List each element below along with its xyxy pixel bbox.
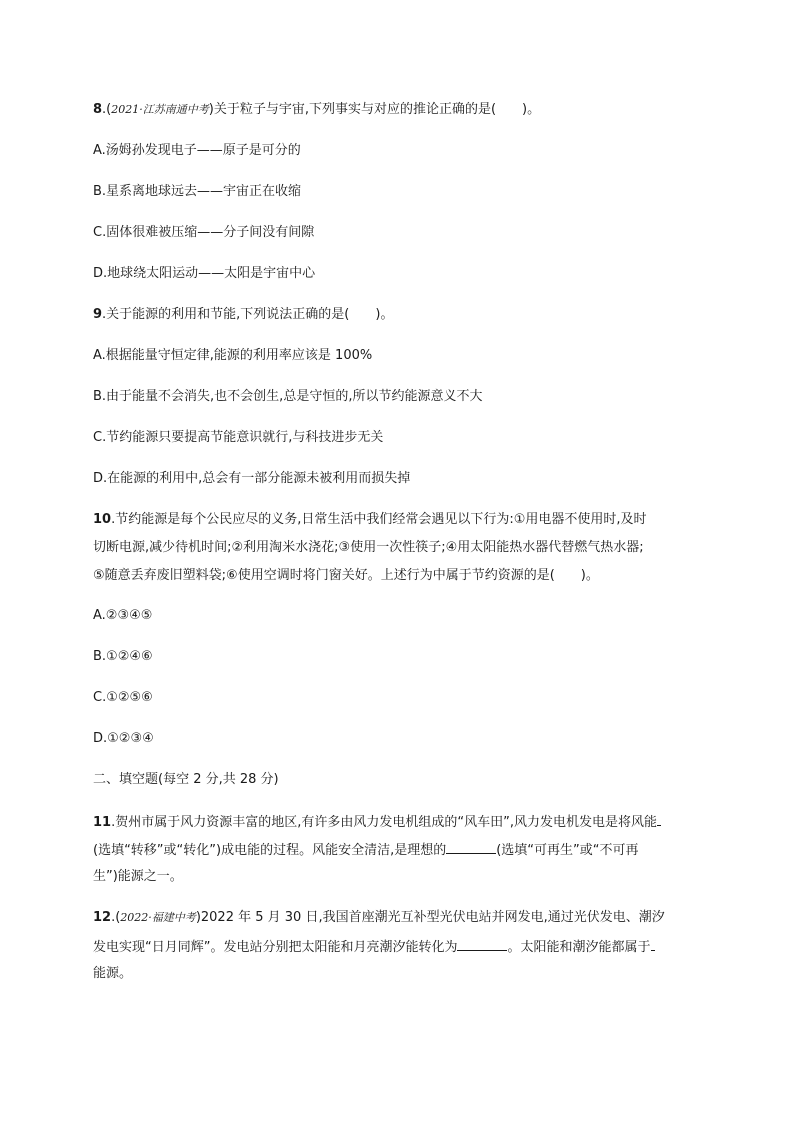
question-text: (选填“转移”或“转化”)成电能的过程。风能安全清洁,是理想的	[93, 843, 447, 858]
question-text: 发电实现“日月同辉”。发电站分别把太阳能和月亮潮汐能转化为	[93, 940, 458, 955]
question-number: 9	[93, 307, 103, 322]
option-b: B.①②④⑥	[93, 649, 153, 664]
question-12-line-1	[93, 909, 714, 927]
question-10-stem-line-2: 切断电源,减少待机时间;②利用淘米水浇花;③使用一次性筷子;④用太阳能热水器代替燃气热水器;	[93, 540, 644, 555]
question-11-line-3: 生”)能源之一。	[93, 869, 183, 884]
question-8-stem	[93, 101, 714, 119]
question-text: .贺州市属于风力资源丰富的地区,有许多由风力发电机组成的“风车田”,风力发电机发电是将风能	[111, 815, 657, 830]
question-source: 2022·福建中考	[120, 911, 196, 924]
option-c: C.固体很难被压缩——分子间没有间隙	[93, 225, 315, 240]
question-text: )2022 年 5 月 30 日,我国首座潮光互补型光伏电站并网发电,通过光伏发电、潮汐	[195, 910, 665, 925]
paren-open: .(	[102, 102, 112, 117]
question-text: 。太阳能和潮汐能都属于	[507, 940, 651, 955]
answer-blank[interactable]	[457, 937, 507, 951]
question-11-line-1	[93, 812, 714, 832]
answer-blank[interactable]	[657, 812, 661, 826]
option-d: D.地球绕太阳运动——太阳是宇宙中心	[93, 266, 316, 281]
question-text: .关于能源的利用和节能,下列说法正确的是( )。	[102, 307, 394, 322]
question-9-stem	[93, 306, 714, 324]
answer-blank[interactable]	[651, 937, 655, 951]
question-source: 2021·江苏南通中考	[111, 103, 209, 116]
option-a: A.根据能量守恒定律,能源的利用率应该是 100%	[93, 348, 373, 363]
question-12-line-2	[93, 937, 714, 957]
section-heading: 二、填空题(每空 2 分,共 28 分)	[93, 772, 279, 787]
question-number: 11	[93, 815, 112, 830]
question-12-line-3: 能源。	[93, 966, 133, 981]
option-d: D.①②③④	[93, 731, 154, 746]
paren-open: .(	[111, 910, 121, 925]
question-11-line-2	[93, 840, 714, 860]
option-a: A.②③④⑤	[93, 608, 153, 623]
question-text: )关于粒子与宇宙,下列事实与对应的推论正确的是( )。	[208, 102, 541, 117]
question-10-stem-line-3: ⑤随意丢弃废旧塑料袋;⑥使用空调时将门窗关好。上述行为中属于节约资源的是( )。	[93, 568, 599, 583]
question-number: 12	[93, 910, 112, 925]
option-c: C.①②⑤⑥	[93, 690, 153, 705]
option-a: A.汤姆孙发现电子——原子是可分的	[93, 143, 301, 158]
option-b: B.由于能量不会消失,也不会创生,总是守恒的,所以节约能源意义不大	[93, 389, 483, 404]
answer-blank[interactable]	[446, 840, 496, 854]
question-number: 10	[93, 512, 112, 527]
question-text: (选填“可再生”或“不可再	[496, 843, 639, 858]
question-10-stem-line-1	[93, 511, 714, 529]
option-c: C.节约能源只要提高节能意识就行,与科技进步无关	[93, 430, 384, 445]
option-b: B.星系离地球远去——宇宙正在收缩	[93, 184, 302, 199]
question-number: 8	[93, 102, 103, 117]
question-text: .节约能源是每个公民应尽的义务,日常生活中我们经常会遇见以下行为:①用电器不使用时,及时	[111, 512, 647, 527]
option-d: D.在能源的利用中,总会有一部分能源未被利用而损失掉	[93, 471, 411, 486]
